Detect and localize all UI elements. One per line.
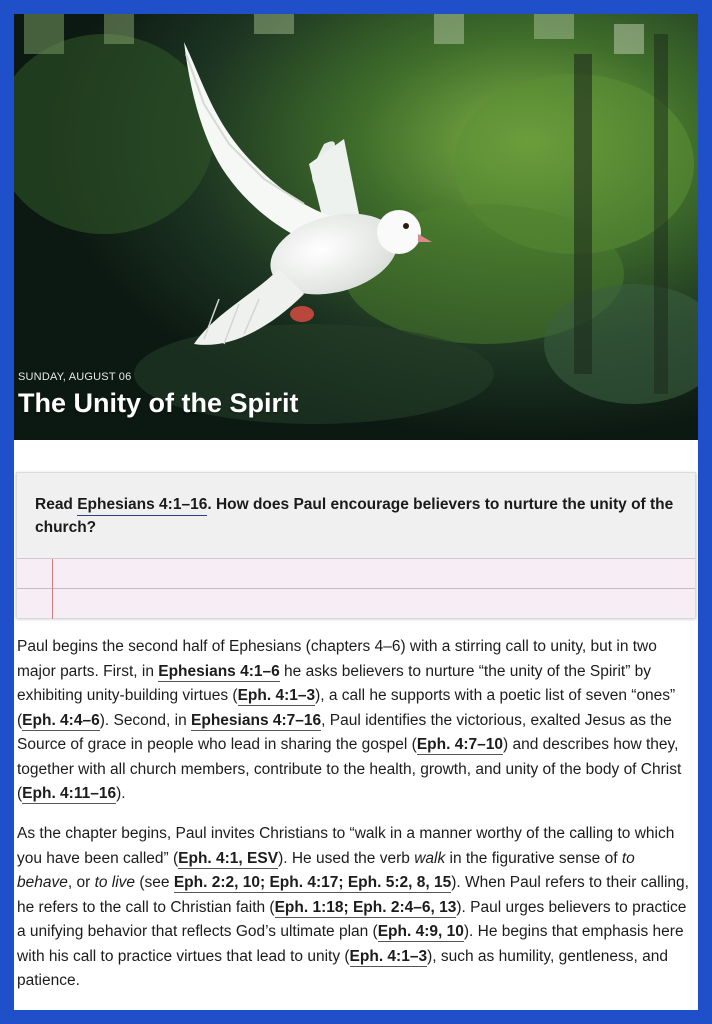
scripture-link[interactable]: Eph. 4:1, ESV xyxy=(178,849,279,867)
paragraph-text: ), a call he supports with a poetic list of seven “ones” ( xyxy=(17,687,676,729)
paragraph-text: ) and describes how they, together with all church members, contribute to the health, growth, and unity of the body of Christ ( xyxy=(17,736,682,802)
answer-textarea[interactable] xyxy=(17,558,695,618)
paragraph-text: ), such as humility, gentleness, and patience. xyxy=(17,947,669,989)
emphasis-text: to live xyxy=(94,874,136,891)
paragraph-text: ). He used the verb xyxy=(278,849,415,867)
scripture-link[interactable]: Ephesians 4:7–16 xyxy=(191,711,322,729)
answer-margin-line xyxy=(52,559,53,619)
paragraph-text: As the chapter begins, Paul invites Christians to “walk in a manner worthy of the calling to which you have been called” ( xyxy=(17,825,675,867)
paragraph-text: he asks believers to nurture “the unity of the Spirit” by exhibiting unity-building virtues ( xyxy=(17,662,652,704)
scripture-link[interactable]: Eph. 4:4–6 xyxy=(22,711,100,729)
paragraph-text: in the figurative sense of xyxy=(445,849,622,867)
page-title: The Unity of the Spirit xyxy=(18,388,299,418)
page-frame xyxy=(14,14,698,1010)
paragraph-text: , or xyxy=(67,874,95,891)
scripture-link[interactable]: Eph. 4:1–3 xyxy=(349,947,428,965)
paragraph-text: ). He begins that emphasis here with his call to practice virtues that lead to unity ( xyxy=(17,923,684,965)
lesson-date: SUNDAY, AUGUST 06 xyxy=(18,371,132,383)
emphasis-text: to behave xyxy=(17,849,635,891)
question-prefix: Read xyxy=(35,496,78,513)
lesson-paragraph-1 xyxy=(17,635,693,807)
paragraph-text: ). When Paul refers to their calling, he refers to the call to Christian faith ( xyxy=(17,874,689,916)
scripture-link[interactable]: Eph. 4:7–10 xyxy=(416,736,503,753)
question-reference-link[interactable]: Ephesians 4:1–16 xyxy=(77,496,207,516)
scripture-link[interactable]: Eph. 4:1–3 xyxy=(237,687,316,704)
answer-rule-line xyxy=(17,588,695,589)
paragraph-text: (see xyxy=(135,874,174,891)
emphasis-text: walk xyxy=(414,849,446,867)
scripture-link[interactable]: Eph. 4:11–16 xyxy=(22,785,117,802)
scripture-link[interactable]: Eph. 4:9, 10 xyxy=(377,923,464,940)
question-text xyxy=(35,493,685,539)
scripture-link[interactable]: Ephesians 4:1–6 xyxy=(158,662,280,680)
paragraph-text: Paul begins the second half of Ephesians (chapters 4–6) with a stirring call to unity, but in two major parts. First, in xyxy=(17,638,657,680)
question-card xyxy=(16,472,696,618)
paragraph-text: ). Paul urges believers to practice a unifying behavior that reflects God’s ultimate plan ( xyxy=(17,898,687,940)
question-suffix: . How does Paul encourage believers to nurture the unity of the church? xyxy=(35,496,674,536)
scripture-link[interactable]: Eph. 2:2, 10; Eph. 4:17; Eph. 5:2, 8, 15 xyxy=(173,874,452,891)
paragraph-text: ). xyxy=(116,785,126,802)
paragraph-text: ). Second, in xyxy=(99,711,192,729)
paragraph-text: , Paul identifies the victorious, exalted Jesus as the Source of grace in people who lead in sharing the gospel ( xyxy=(17,711,672,753)
scripture-link[interactable]: Eph. 1:18; Eph. 2:4–6, 13 xyxy=(274,898,457,916)
hero-banner xyxy=(14,14,698,440)
lesson-paragraph-2 xyxy=(17,822,693,994)
